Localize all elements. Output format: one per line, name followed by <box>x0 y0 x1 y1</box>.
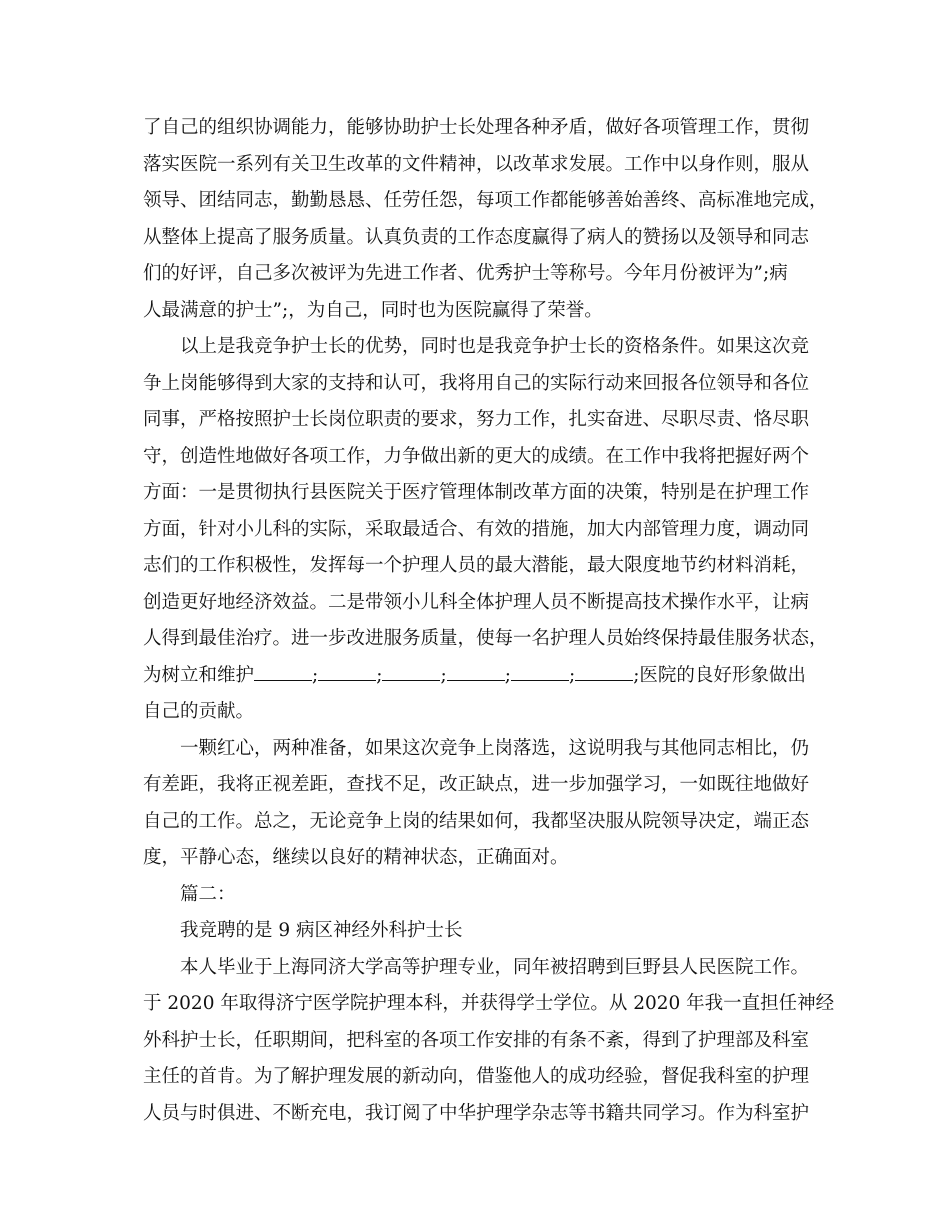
blank-suffix: ;医院的良好形象做出 <box>633 664 806 686</box>
text-line: 外科护士长，任职期间，把科室的各项工作安排的有条不紊，得到了护理部及科室 <box>143 1029 810 1051</box>
text-line: 方面：一是贯彻执行县医院关于医疗管理体制改革方面的决策，特别是在护理工作 <box>143 482 810 503</box>
text-line: 同事，严格按照护士长岗位职责的要求，努力工作，扎实奋进、尽职尽责、恪尽职 <box>143 409 810 430</box>
text-line: 人得到最佳治疗。进一步改进服务质量，使每一名护理人员始终保持最佳服务状态， <box>143 628 828 649</box>
text-line: 有差距，我将正视差距，查找不足，改正缺点，进一步加强学习，一如既往地做好 <box>143 774 810 795</box>
text-line: 主任的首肯。为了解护理发展的新动向，借鉴他人的成功经验，督促我科室的护理 <box>143 1066 810 1087</box>
blank-underline <box>318 660 376 681</box>
text-line: 志们的工作积极性，发挥每一个护理人员的最大潜能，最大限度地节约材料消耗， <box>143 555 810 576</box>
text-line: 于 2020 年取得济宁医学院护理本科，并获得学士学位。从 2020 年我一直担任神经 <box>143 993 835 1014</box>
blank-underline <box>447 660 505 681</box>
text-line: 一颗红心，两种准备，如果这次竞争上岗落选，这说明我与其他同志相比，仍 <box>180 737 810 759</box>
text-line: 本人毕业于上海同济大学高等护理专业，同年被招聘到巨野县人民医院工作。 <box>180 956 810 978</box>
blank-separator: ; <box>504 664 511 686</box>
section-heading: 篇二： <box>180 883 236 905</box>
blank-separator: ; <box>312 664 319 686</box>
document-body <box>143 110 835 1132</box>
blank-underline <box>254 660 312 681</box>
blank-separator: ; <box>568 664 576 686</box>
blank-underline <box>382 660 440 681</box>
text-line: 落实医院一系列有关卫生改革的文件精神，以改革求发展。工作中以身作则，服从 <box>143 153 810 175</box>
section-subtitle: 我竞聘的是 9 病区神经外科护士长 <box>180 920 463 941</box>
text-line: 以上是我竞争护士长的优势，同时也是我竞争护士长的资格条件。如果这次竞 <box>180 336 810 357</box>
text-line: 创造更好地经济效益。二是带领小儿科全体护理人员不断提高技术操作水平，让病 <box>143 591 810 613</box>
text-line: 自己的贡献。 <box>143 701 255 722</box>
text-line: 从整体上提高了服务质量。认真负责的工作态度赢得了病人的赞扬以及领导和同志 <box>143 226 810 248</box>
text-line: 领导、团结同志，勤勤恳恳、任劳任怨，每项工作都能够善始善终、高标准地完成， <box>143 190 828 211</box>
text-line: 自己的工作。总之，无论竞争上岗的结果如何，我都坚决服从院领导决定，端正态 <box>143 810 810 832</box>
blank-underline <box>575 660 633 681</box>
blank-prefix: 为树立和维护 <box>143 664 255 686</box>
text-line: 们的好评，自己多次被评为先进工作者、优秀护士等称号。今年月份被评为”;病 <box>143 263 788 284</box>
text-line: 方面，针对小儿科的实际，采取最适合、有效的措施，加大内部管理力度，调动同 <box>143 518 810 540</box>
fill-in-blank-line <box>143 658 823 695</box>
text-line: 度，平静心态，继续以良好的精神状态，正确面对。 <box>143 847 569 868</box>
text-line: 了自己的组织协调能力，能够协助护士长处理各种矛盾，做好各项管理工作，贯彻 <box>143 117 810 138</box>
text-line: 争上岗能够得到大家的支持和认可，我将用自己的实际行动来回报各位领导和各位 <box>143 372 810 394</box>
blank-underline <box>511 660 569 681</box>
text-line: 人最满意的护士”;，为自己，同时也为医院赢得了荣誉。 <box>143 299 603 321</box>
blank-separator: ; <box>440 664 447 686</box>
blank-separator: ; <box>376 664 383 686</box>
text-line: 人员与时俱进、不断充电，我订阅了中华护理学杂志等书籍共同学习。作为科室护 <box>143 1102 810 1124</box>
text-line: 守，创造性地做好各项工作，力争做出新的更大的成绩。在工作中我将把握好两个 <box>143 445 810 467</box>
